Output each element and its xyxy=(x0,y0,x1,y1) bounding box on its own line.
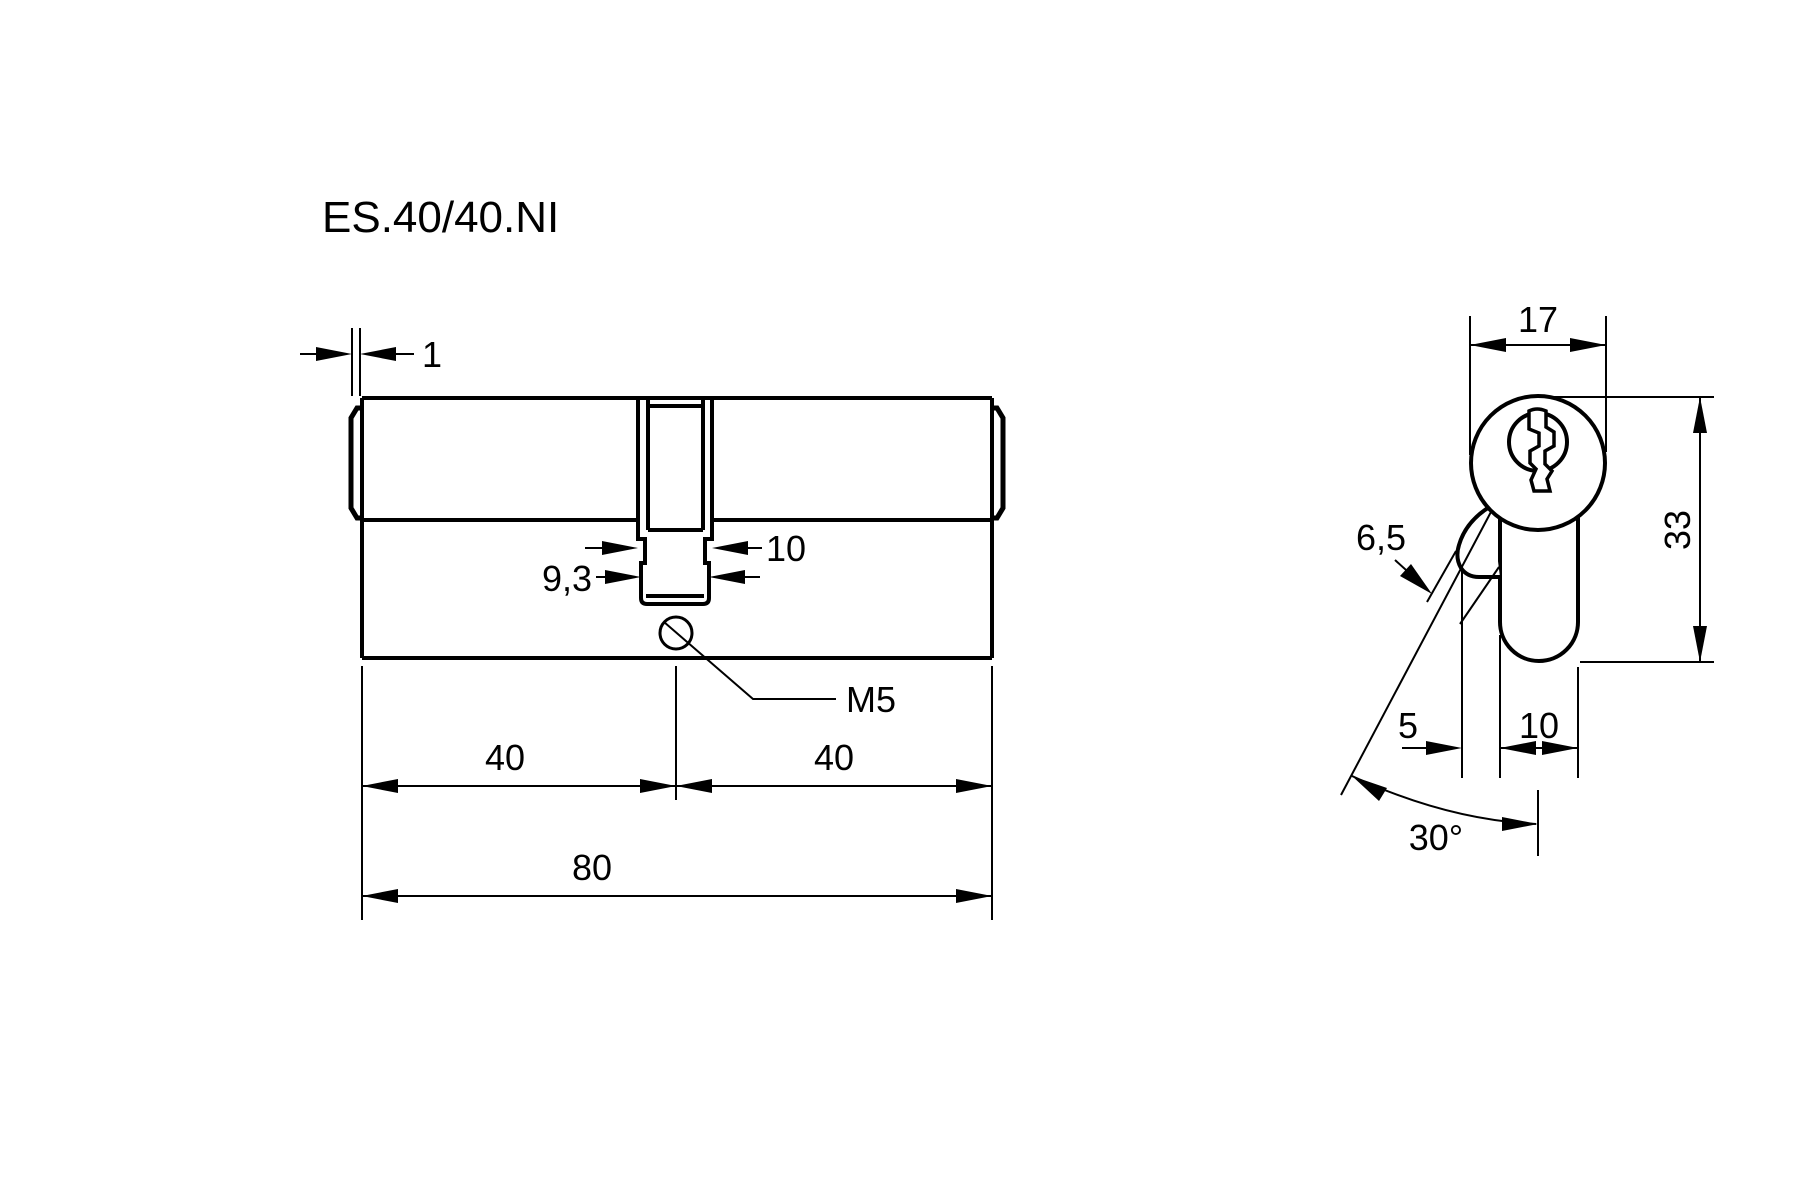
dim-label-body-width: 17 xyxy=(1517,299,1559,340)
dim-cam-angle xyxy=(1352,776,1538,858)
dim-label-total-length: 80 xyxy=(571,847,613,888)
dim-label-left-length: 40 xyxy=(484,737,526,778)
dim-label-body-height: 33 xyxy=(1657,509,1698,551)
dim-label-right-length: 40 xyxy=(813,737,855,778)
dim-lengths xyxy=(362,666,992,920)
dim-label-cam-radius: 6,5 xyxy=(1355,517,1407,558)
dim-label-cam-angle: 30° xyxy=(1408,817,1464,858)
dim-slot-upper xyxy=(585,528,806,569)
front-view xyxy=(1341,299,1714,858)
dim-label-slot-lower: 9,3 xyxy=(541,558,592,599)
side-view xyxy=(300,328,1003,920)
screw-hole-m5 xyxy=(660,617,896,720)
cam-lobe xyxy=(1457,506,1500,577)
cam-slot xyxy=(638,398,712,604)
dim-label-cam-offset: 5 xyxy=(1397,705,1419,746)
dim-label-stem-width: 10 xyxy=(1518,705,1560,746)
dim-label-slot-upper: 10 xyxy=(766,528,807,569)
dim-cam-radius xyxy=(1356,517,1432,594)
dim-slot-lower xyxy=(542,558,760,599)
dim-label-screw-thread: M5 xyxy=(846,679,897,720)
dim-cap-protrusion xyxy=(300,328,442,396)
drawing-title: ES.40/40.NI xyxy=(322,193,560,242)
profile-stem xyxy=(1500,516,1578,661)
dim-label-cap-protrusion: 1 xyxy=(422,334,443,375)
